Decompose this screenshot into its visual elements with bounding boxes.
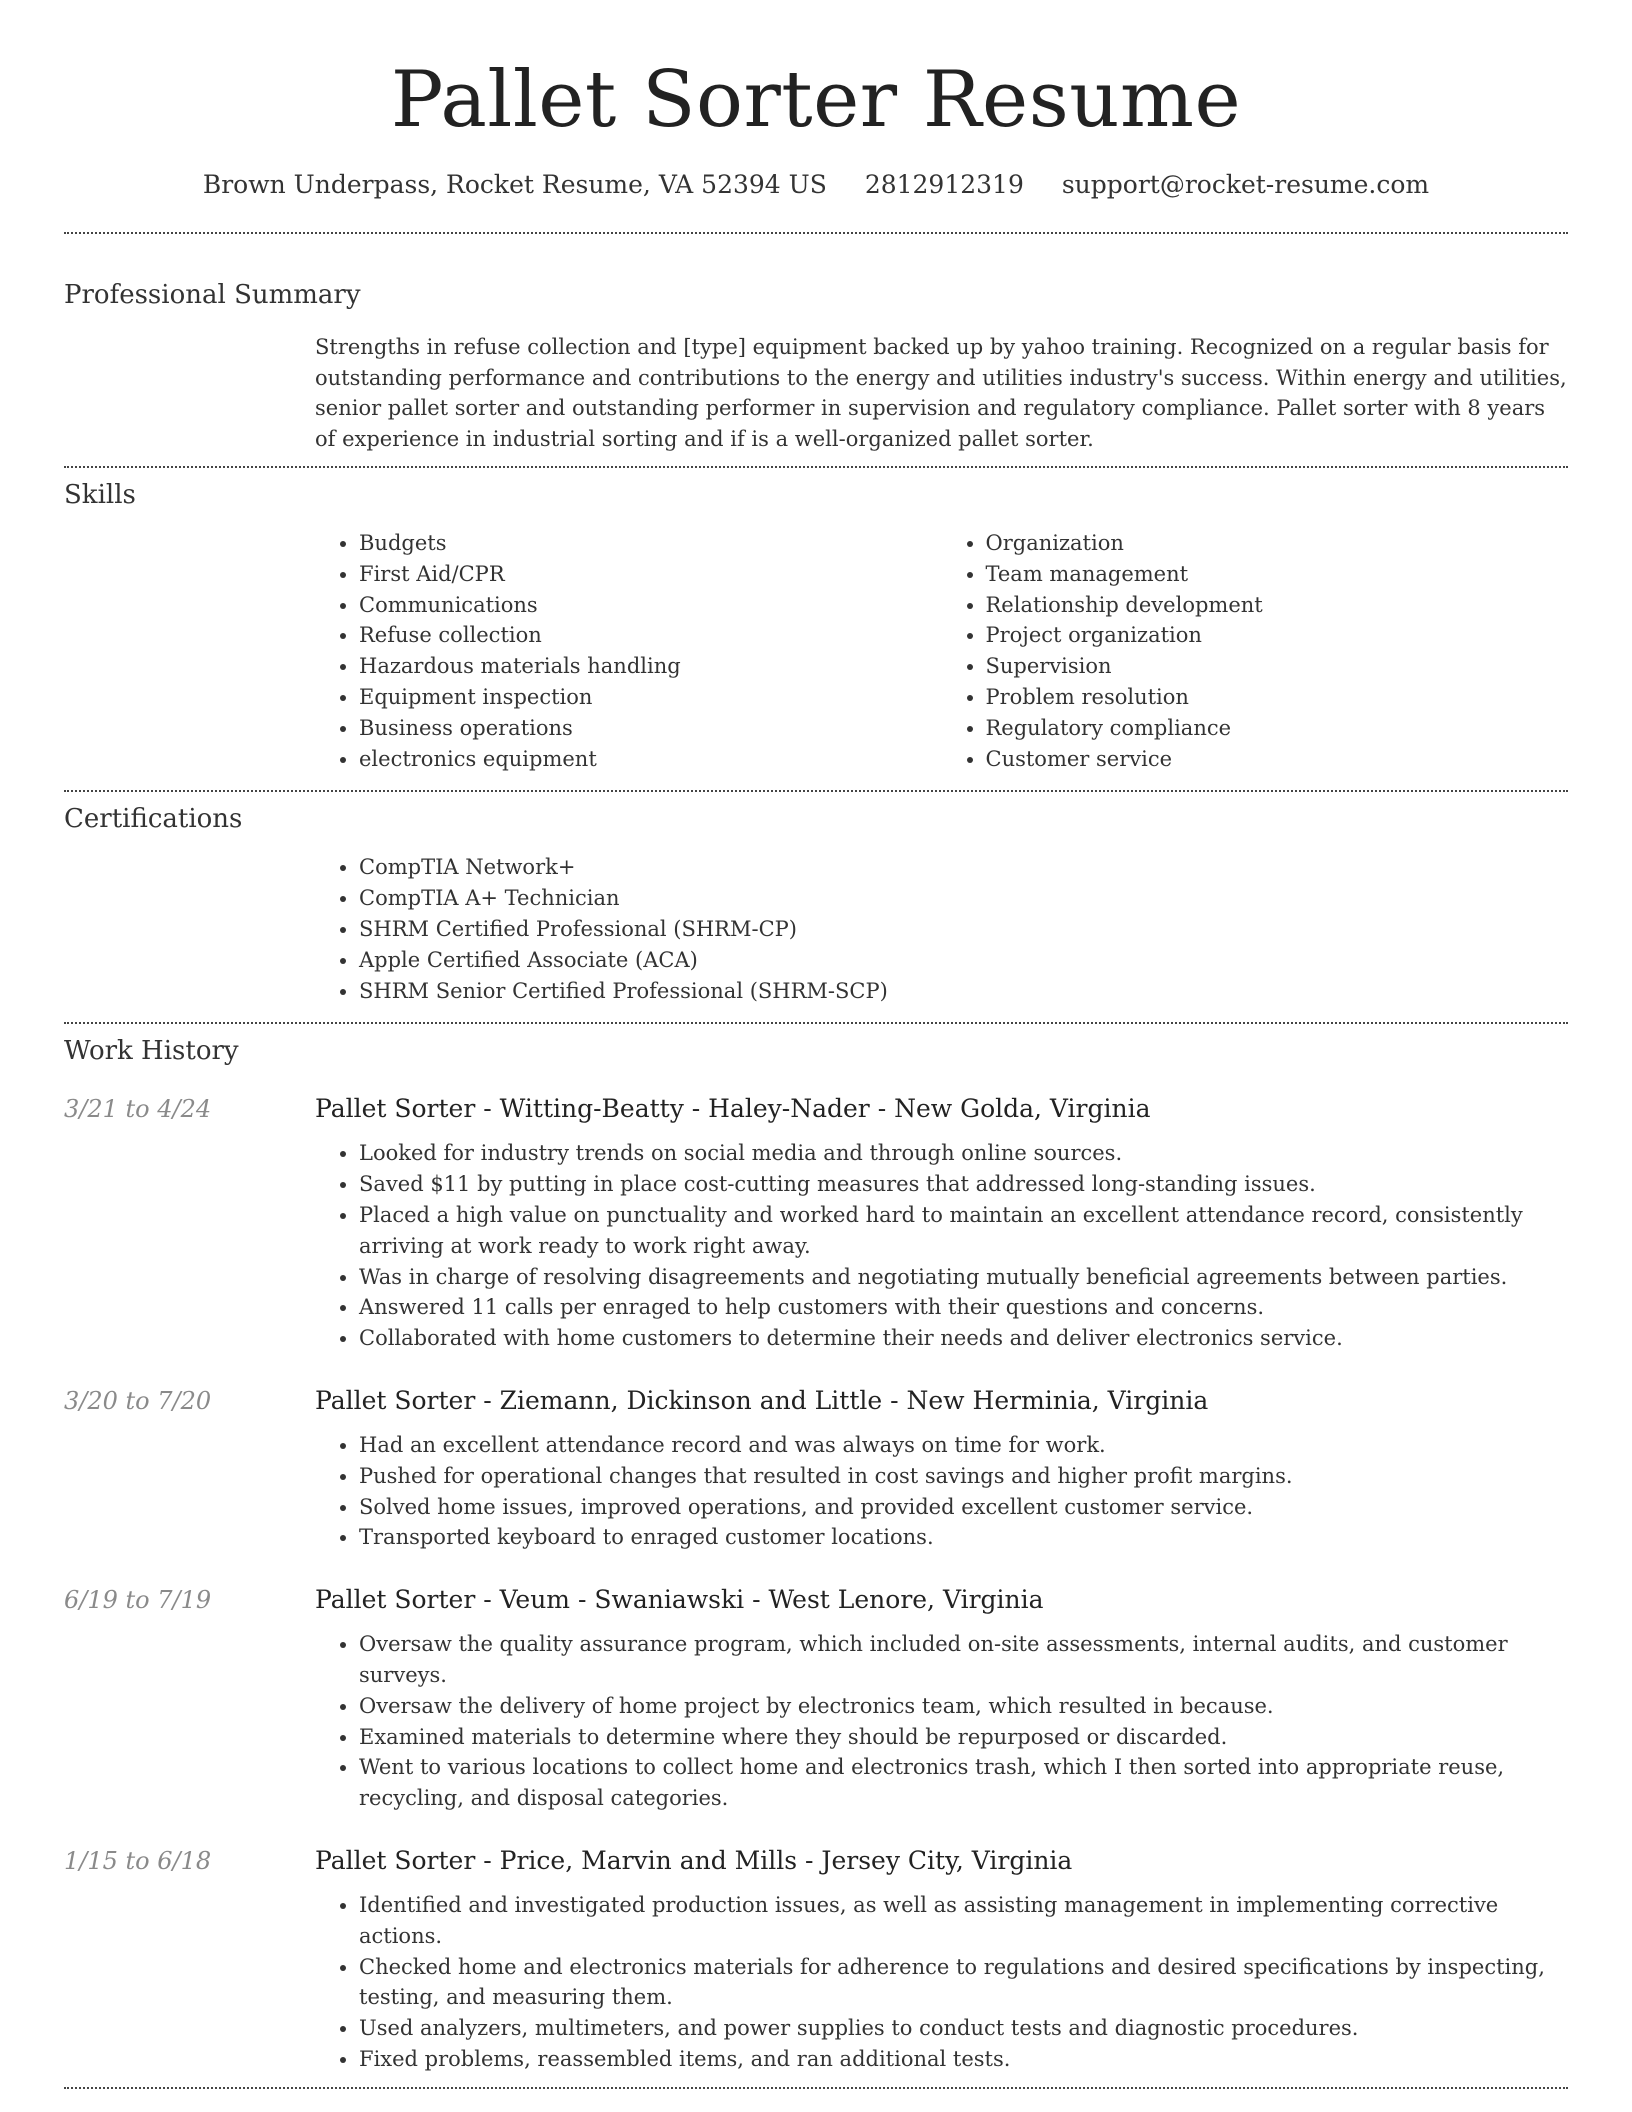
work-history-section: [64, 1034, 1568, 2074]
summary-text: Strengths in refuse collection and [type] equipment backed up by yahoo training. Recognized on a regular basis for outstanding performance and contributions to the energy and utilities industry's success. Within energy and utilities, senior pallet sorter and outstanding performer in supervision and regulatory compliance. Pallet sorter with 8 years of experience in industrial sorting and if is a well-organized pallet sorter.: [315, 335, 1567, 451]
contact-line: [64, 168, 1568, 202]
skill-item: • Organization: [986, 528, 1569, 559]
job-bullet: • Checked home and electronics materials for adherence to regulations and desired specifications by inspecting, testing, and measuring them.: [359, 1952, 1568, 2014]
job-bullet: • Identified and investigated production issues, as well as assisting management in implementing corrective actions.: [359, 1890, 1568, 1952]
certification-item: • Apple Certified Associate (ACA): [359, 945, 1568, 976]
divider: [64, 2087, 1568, 2089]
skills-list-left: [315, 528, 942, 774]
contact-email: support@rocket-resume.com: [1061, 170, 1430, 199]
skill-item: • Relationship development: [986, 590, 1569, 621]
job-bullet: • Oversaw the delivery of home project by electronics team, which resulted in because.: [359, 1691, 1568, 1722]
job-title: Pallet Sorter - Ziemann, Dickinson and Little - New Herminia, Virginia: [315, 1385, 1209, 1415]
job-bullet: • Solved home issues, improved operations, and provided excellent customer service.: [359, 1492, 1568, 1523]
job-entry: [64, 1844, 1568, 2075]
skill-item: • Refuse collection: [359, 620, 942, 651]
job-dates: 6/19 to 7/19: [64, 1586, 212, 1615]
certification-item: • CompTIA A+ Technician: [359, 883, 1568, 914]
job-bullet: • Used analyzers, multimeters, and power supplies to conduct tests and diagnostic procedures.: [359, 2013, 1568, 2044]
divider: [64, 466, 1568, 468]
job-title: Pallet Sorter - Price, Marvin and Mills - Jersey City, Virginia: [315, 1845, 1073, 1875]
job-entry: [64, 1384, 1568, 1553]
skill-item: • Customer service: [986, 744, 1569, 775]
job-details: [315, 1384, 1568, 1553]
job-details: [315, 1844, 1568, 2075]
contact-phone: 2812912319: [864, 170, 1024, 199]
certifications-list: [315, 852, 1568, 1006]
job-entry: [64, 1583, 1568, 1814]
job-bullets: [315, 1629, 1568, 1814]
job-bullet: • Collaborated with home customers to determine their needs and deliver electronics service.: [359, 1323, 1568, 1354]
summary-section: [64, 278, 1568, 454]
skill-item: • Equipment inspection: [359, 682, 942, 713]
divider: [64, 790, 1568, 792]
job-bullet: • Pushed for operational changes that resulted in cost savings and higher profit margins.: [359, 1461, 1568, 1492]
job-bullet: • Placed a high value on punctuality and worked hard to maintain an excellent attendance record, consistently arriving at work ready to work right away.: [359, 1200, 1568, 1262]
job-bullets: [315, 1890, 1568, 2075]
job-bullets: [315, 1430, 1568, 1553]
skill-item: • electronics equipment: [359, 744, 942, 775]
contact-address: Brown Underpass, Rocket Resume, VA 52394 US: [202, 170, 827, 199]
job-bullet: • Saved $11 by putting in place cost-cutting measures that addressed long-standing issues.: [359, 1169, 1568, 1200]
job-bullet: • Was in charge of resolving disagreements and negotiating mutually beneficial agreements between parties.: [359, 1262, 1568, 1293]
job-details: [315, 1092, 1568, 1354]
job-bullet: • Oversaw the quality assurance program, which included on-site assessments, internal audits, and customer surveys.: [359, 1629, 1568, 1691]
skill-item: • Business operations: [359, 713, 942, 744]
skill-item: • Communications: [359, 590, 942, 621]
job-bullet: • Had an excellent attendance record and was always on time for work.: [359, 1430, 1568, 1461]
job-bullet: • Answered 11 calls per enraged to help customers with their questions and concerns.: [359, 1292, 1568, 1323]
job-dates: 3/20 to 7/20: [64, 1386, 212, 1415]
job-title: Pallet Sorter - Veum - Swaniawski - West Lenore, Virginia: [315, 1585, 1044, 1615]
work-history-heading: Work History: [64, 1036, 239, 1067]
skill-item: • Project organization: [986, 620, 1569, 651]
page-title: Pallet Sorter Resume: [390, 55, 1242, 145]
skill-item: • Problem resolution: [986, 682, 1569, 713]
summary-heading: Professional Summary: [64, 280, 361, 310]
job-entry: [64, 1092, 1568, 1354]
skill-item: • Budgets: [359, 528, 942, 559]
job-bullet: • Looked for industry trends on social media and through online sources.: [359, 1138, 1568, 1169]
skill-item: • Team management: [986, 559, 1569, 590]
job-bullet: • Fixed problems, reassembled items, and ran additional tests.: [359, 2044, 1568, 2075]
skill-item: • First Aid/CPR: [359, 559, 942, 590]
certifications-body: [315, 852, 1568, 1006]
certifications-section: [64, 802, 1568, 1006]
summary-body: [315, 332, 1568, 454]
skills-grid: [315, 528, 1568, 774]
skills-list-right: [942, 528, 1569, 774]
certifications-heading: Certifications: [64, 804, 243, 835]
certification-item: • SHRM Certified Professional (SHRM-CP): [359, 914, 1568, 945]
job-dates: 3/21 to 4/24: [64, 1095, 212, 1124]
job-details: [315, 1583, 1568, 1814]
divider: [64, 232, 1568, 234]
job-dates: 1/15 to 6/18: [64, 1846, 212, 1875]
skill-item: • Supervision: [986, 651, 1569, 682]
certification-item: • SHRM Senior Certified Professional (SHRM-SCP): [359, 976, 1568, 1007]
job-bullet: • Transported keyboard to enraged customer locations.: [359, 1522, 1568, 1553]
certification-item: • CompTIA Network+: [359, 852, 1568, 883]
skill-item: • Hazardous materials handling: [359, 651, 942, 682]
skill-item: • Regulatory compliance: [986, 713, 1569, 744]
job-title: Pallet Sorter - Witting-Beatty - Haley-Nader - New Golda, Virginia: [315, 1094, 1151, 1124]
job-bullet: • Went to various locations to collect home and electronics trash, which I then sorted into appropriate reuse, recycling, and disposal categories.: [359, 1752, 1568, 1814]
skills-heading: Skills: [64, 480, 136, 510]
job-bullet: • Examined materials to determine where they should be repurposed or discarded.: [359, 1722, 1568, 1753]
job-bullets: [315, 1138, 1568, 1354]
skills-section: [64, 478, 1568, 774]
divider: [64, 1022, 1568, 1024]
